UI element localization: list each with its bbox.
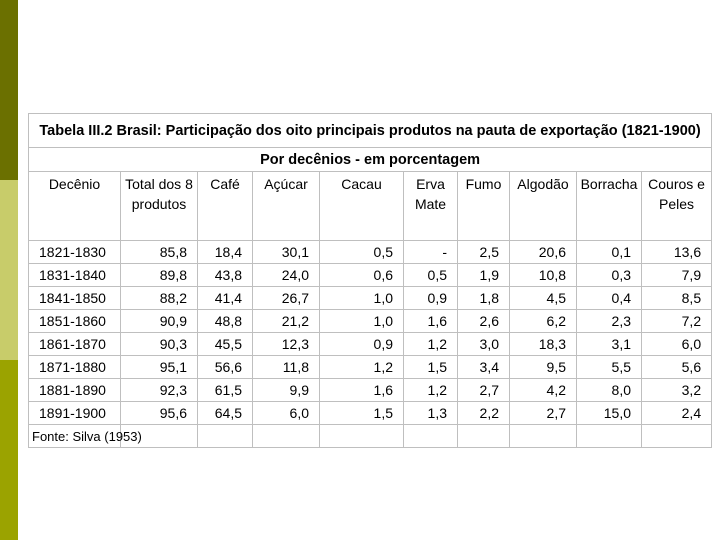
value-cell: 43,8 <box>198 264 253 287</box>
value-cell: 4,2 <box>510 379 577 402</box>
value-cell: 21,2 <box>253 310 320 333</box>
empty-cell <box>458 425 510 448</box>
value-cell: 2,7 <box>510 402 577 425</box>
table-row <box>29 241 712 264</box>
value-cell: 26,7 <box>253 287 320 310</box>
value-cell: 0,3 <box>577 264 642 287</box>
value-cell: 18,4 <box>198 241 253 264</box>
value-cell: 13,6 <box>642 241 712 264</box>
value-cell: 4,5 <box>510 287 577 310</box>
value-cell: 90,3 <box>121 333 198 356</box>
column-header: Erva Mate <box>404 172 458 241</box>
value-cell: 1,6 <box>404 310 458 333</box>
source-note: Fonte: Silva (1953) <box>29 425 121 448</box>
value-cell: 1,3 <box>404 402 458 425</box>
empty-cell <box>198 425 253 448</box>
column-header: Total dos 8 produtos <box>121 172 198 241</box>
value-cell: 1,9 <box>458 264 510 287</box>
value-cell: 48,8 <box>198 310 253 333</box>
value-cell: 90,9 <box>121 310 198 333</box>
value-cell: 6,0 <box>253 402 320 425</box>
decade-cell: 1851-1860 <box>29 310 121 333</box>
empty-cell <box>404 425 458 448</box>
value-cell: 64,5 <box>198 402 253 425</box>
value-cell: 56,6 <box>198 356 253 379</box>
value-cell: 41,4 <box>198 287 253 310</box>
value-cell: 15,0 <box>577 402 642 425</box>
table-row <box>29 333 712 356</box>
decade-cell: 1881-1890 <box>29 379 121 402</box>
value-cell: 1,2 <box>404 379 458 402</box>
value-cell: 8,0 <box>577 379 642 402</box>
value-cell: 0,1 <box>577 241 642 264</box>
slide-sidebar <box>0 0 18 540</box>
column-header: Borracha <box>577 172 642 241</box>
sidebar-segment-light <box>0 180 18 360</box>
value-cell: 45,5 <box>198 333 253 356</box>
sidebar-segment-dark <box>0 0 18 180</box>
value-cell: - <box>404 241 458 264</box>
value-cell: 1,0 <box>320 287 404 310</box>
value-cell: 24,0 <box>253 264 320 287</box>
table-row <box>29 264 712 287</box>
value-cell: 2,2 <box>458 402 510 425</box>
value-cell: 3,4 <box>458 356 510 379</box>
value-cell: 0,5 <box>320 241 404 264</box>
value-cell: 2,7 <box>458 379 510 402</box>
value-cell: 11,8 <box>253 356 320 379</box>
value-cell: 1,5 <box>404 356 458 379</box>
table-row <box>29 356 712 379</box>
value-cell: 2,6 <box>458 310 510 333</box>
column-header: Cacau <box>320 172 404 241</box>
value-cell: 1,2 <box>404 333 458 356</box>
empty-cell <box>577 425 642 448</box>
value-cell: 7,2 <box>642 310 712 333</box>
value-cell: 9,9 <box>253 379 320 402</box>
table-row <box>29 310 712 333</box>
decade-cell: 1861-1870 <box>29 333 121 356</box>
column-header: Couros e Peles <box>642 172 712 241</box>
value-cell: 2,4 <box>642 402 712 425</box>
value-cell: 6,2 <box>510 310 577 333</box>
value-cell: 5,5 <box>577 356 642 379</box>
decade-cell: 1831-1840 <box>29 264 121 287</box>
value-cell: 3,1 <box>577 333 642 356</box>
column-header: Decênio <box>29 172 121 241</box>
source-row <box>29 425 712 448</box>
value-cell: 30,1 <box>253 241 320 264</box>
value-cell: 1,8 <box>458 287 510 310</box>
value-cell: 0,9 <box>404 287 458 310</box>
table-row <box>29 402 712 425</box>
value-cell: 1,6 <box>320 379 404 402</box>
value-cell: 7,9 <box>642 264 712 287</box>
value-cell: 0,6 <box>320 264 404 287</box>
table-row <box>29 379 712 402</box>
decade-cell: 1821-1830 <box>29 241 121 264</box>
export-table <box>28 113 712 448</box>
table-subtitle: Por decênios - em porcentagem <box>29 148 712 172</box>
value-cell: 0,4 <box>577 287 642 310</box>
value-cell: 6,0 <box>642 333 712 356</box>
value-cell: 10,8 <box>510 264 577 287</box>
value-cell: 1,5 <box>320 402 404 425</box>
column-header: Café <box>198 172 253 241</box>
value-cell: 12,3 <box>253 333 320 356</box>
empty-cell <box>253 425 320 448</box>
value-cell: 95,6 <box>121 402 198 425</box>
table-title: Tabela III.2 Brasil: Participação dos oito principais produtos na pauta de exportação (1821-1900) <box>29 114 712 148</box>
value-cell: 3,0 <box>458 333 510 356</box>
value-cell: 89,8 <box>121 264 198 287</box>
column-header: Algodão <box>510 172 577 241</box>
empty-cell <box>642 425 712 448</box>
value-cell: 88,2 <box>121 287 198 310</box>
value-cell: 9,5 <box>510 356 577 379</box>
value-cell: 5,6 <box>642 356 712 379</box>
value-cell: 95,1 <box>121 356 198 379</box>
value-cell: 1,2 <box>320 356 404 379</box>
value-cell: 2,3 <box>577 310 642 333</box>
empty-cell <box>510 425 577 448</box>
value-cell: 92,3 <box>121 379 198 402</box>
decade-cell: 1891-1900 <box>29 402 121 425</box>
table-row <box>29 287 712 310</box>
header-row <box>29 172 712 241</box>
value-cell: 20,6 <box>510 241 577 264</box>
value-cell: 0,9 <box>320 333 404 356</box>
value-cell: 0,5 <box>404 264 458 287</box>
value-cell: 61,5 <box>198 379 253 402</box>
value-cell: 18,3 <box>510 333 577 356</box>
empty-cell <box>320 425 404 448</box>
value-cell: 8,5 <box>642 287 712 310</box>
decade-cell: 1841-1850 <box>29 287 121 310</box>
value-cell: 85,8 <box>121 241 198 264</box>
column-header: Fumo <box>458 172 510 241</box>
sidebar-segment-mid <box>0 360 18 540</box>
export-table-container <box>28 113 711 448</box>
value-cell: 3,2 <box>642 379 712 402</box>
column-header: Açúcar <box>253 172 320 241</box>
value-cell: 2,5 <box>458 241 510 264</box>
decade-cell: 1871-1880 <box>29 356 121 379</box>
value-cell: 1,0 <box>320 310 404 333</box>
